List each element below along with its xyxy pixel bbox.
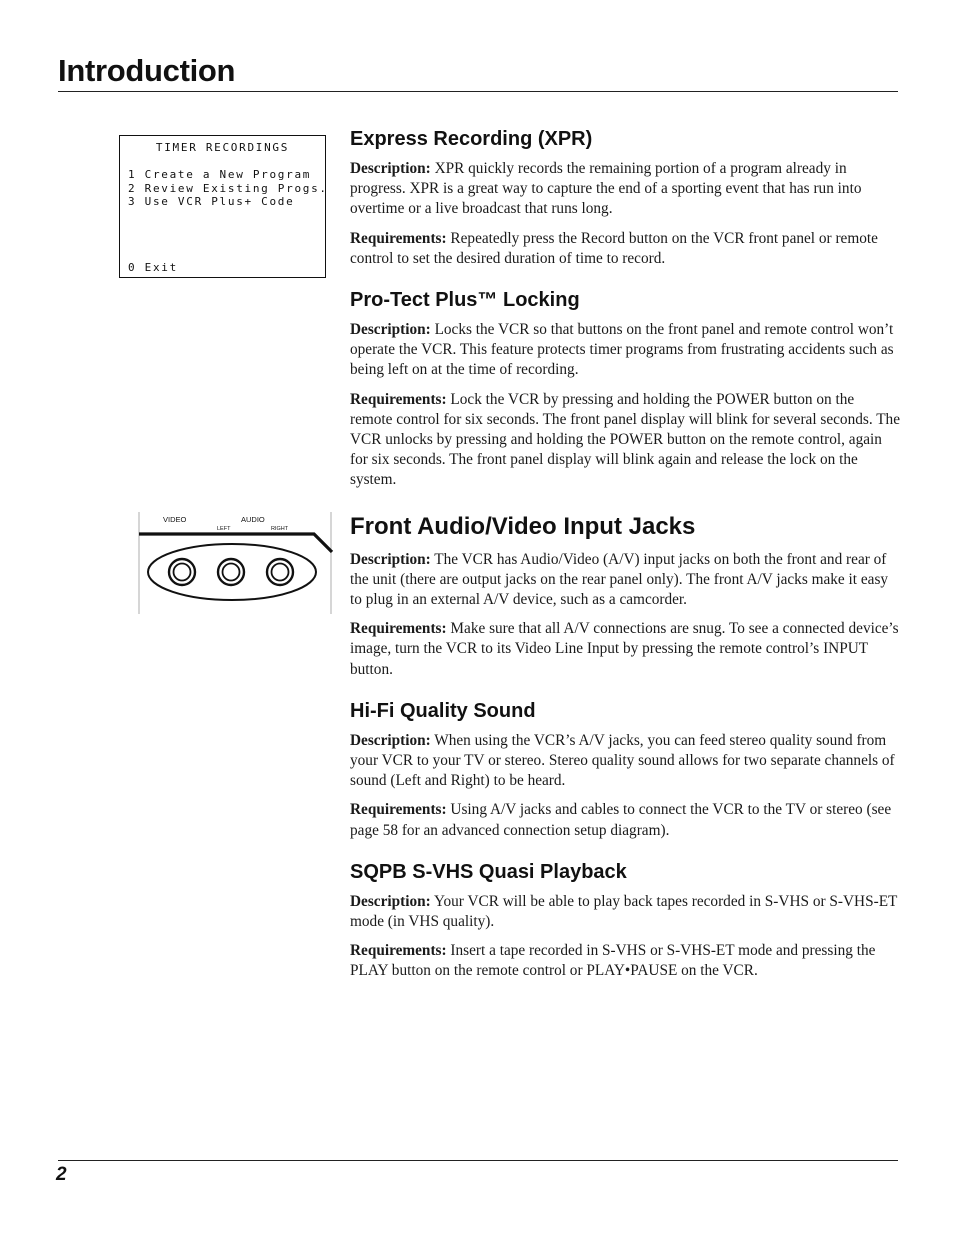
section-description [350, 731, 900, 792]
section-requirements [350, 800, 900, 840]
video-label: VIDEO [163, 515, 187, 524]
section-pro-tect-locking [350, 287, 900, 491]
audio-label: AUDIO [241, 515, 265, 524]
section-hifi-sound [350, 698, 900, 841]
timer-recordings-menu [119, 135, 326, 278]
section-heading: Pro-Tect Plus™ Locking [350, 289, 580, 312]
description-label: Description: [350, 731, 431, 749]
description-text: Your VCR will be able to play back tapes recorded in S-VHS or S-VHS-ET mode (in VHS quality). [350, 892, 898, 931]
page-number: 2 [56, 1164, 67, 1185]
front-av-jacks-diagram [138, 510, 334, 616]
content-column [350, 126, 900, 991]
section-requirements [350, 229, 900, 269]
menu-exit: 0 Exit [128, 261, 178, 274]
requirements-label: Requirements: [350, 801, 447, 819]
header-rule [58, 91, 898, 92]
description-text: The VCR has Audio/Video (A/V) input jacks on both the front and rear of the unit (there are output jacks on the rear panel only). The front A/V jacks make it easy to plug in an external A/V device, such as a camcorder. [350, 550, 889, 609]
section-description [350, 159, 900, 220]
page-title: Introduction [58, 53, 236, 88]
menu-title: TIMER RECORDINGS [155, 141, 290, 154]
footer-rule [58, 1160, 898, 1161]
section-heading: Hi-Fi Quality Sound [350, 699, 536, 722]
requirements-text: Make sure that all A/V connections are snug. To see a connected device’s image, turn the VCR to its Video Line Input by pressing the remote control’s INPUT button. [350, 620, 899, 678]
section-heading: Express Recording (XPR) [350, 128, 593, 150]
section-sqpb [350, 859, 900, 982]
requirements-text: Insert a tape recorded in S-VHS or S-VHS-ET mode and pressing the PLAY button on the remote control or PLAY•PAUSE on the VCR. [350, 942, 876, 980]
description-label: Description: [350, 160, 431, 177]
description-label: Description: [350, 321, 431, 339]
section-description [350, 550, 900, 611]
section-description [350, 320, 900, 381]
menu-item: 3 Use VCR Plus+ Code [128, 195, 295, 209]
section-heading: SQPB S-VHS Quasi Playback [350, 860, 627, 883]
menu-items [128, 168, 328, 209]
section-front-av-jacks [350, 512, 900, 680]
description-text: When using the VCR’s A/V jacks, you can feed stereo quality sound from your VCR to your TV or stereo. Stereo quality sound allows for two separate channels of sound (Left and Right) to be heard. [350, 731, 895, 790]
description-label: Description: [350, 892, 431, 910]
section-requirements [350, 390, 900, 491]
audio-right-jack-inner [272, 564, 289, 581]
section-requirements [350, 941, 900, 981]
requirements-label: Requirements: [350, 942, 447, 960]
requirements-label: Requirements: [350, 620, 447, 638]
requirements-label: Requirements: [350, 229, 447, 247]
section-express-recording [350, 126, 900, 269]
requirements-label: Requirements: [350, 390, 447, 408]
description-label: Description: [350, 550, 431, 568]
requirements-text: Using A/V jacks and cables to connect the VCR to the TV or stereo (see page 58 for an advanced connection setup diagram). [350, 801, 892, 839]
menu-item: 2 Review Existing Progs. [128, 181, 328, 195]
section-requirements [350, 619, 900, 680]
requirements-text: Lock the VCR by pressing and holding the POWER button on the remote control for six seconds. The front panel display will blink for several seconds. The VCR unlocks by pressing and holding the POWER button on the remote control, again for six seconds. The front panel display will blink again and release the lock on the system. [350, 390, 900, 489]
menu-item: 1 Create a New Program [128, 168, 312, 181]
video-jack-inner [174, 564, 191, 581]
audio-left-jack-inner [223, 564, 240, 581]
description-text: Locks the VCR so that buttons on the front panel and remote control won’t operate the VCR. This feature protects timer programs from frustrating accidents such as being left on at the time of recording. [350, 321, 894, 379]
requirements-text: Repeatedly press the Record button on the VCR front panel or remote control to set the desired duration of time to record. [350, 229, 878, 267]
section-heading: Front Audio/Video Input Jacks [350, 512, 696, 540]
left-label: LEFT [217, 526, 231, 532]
panel-bevel [139, 534, 332, 552]
right-label: RIGHT [271, 526, 289, 532]
section-description [350, 892, 900, 932]
description-text: XPR quickly records the remaining portion of a program already in progress. XPR is a great way to capture the end of a sporting event that has run into overtime or a live broadcast that runs long. [350, 160, 862, 218]
